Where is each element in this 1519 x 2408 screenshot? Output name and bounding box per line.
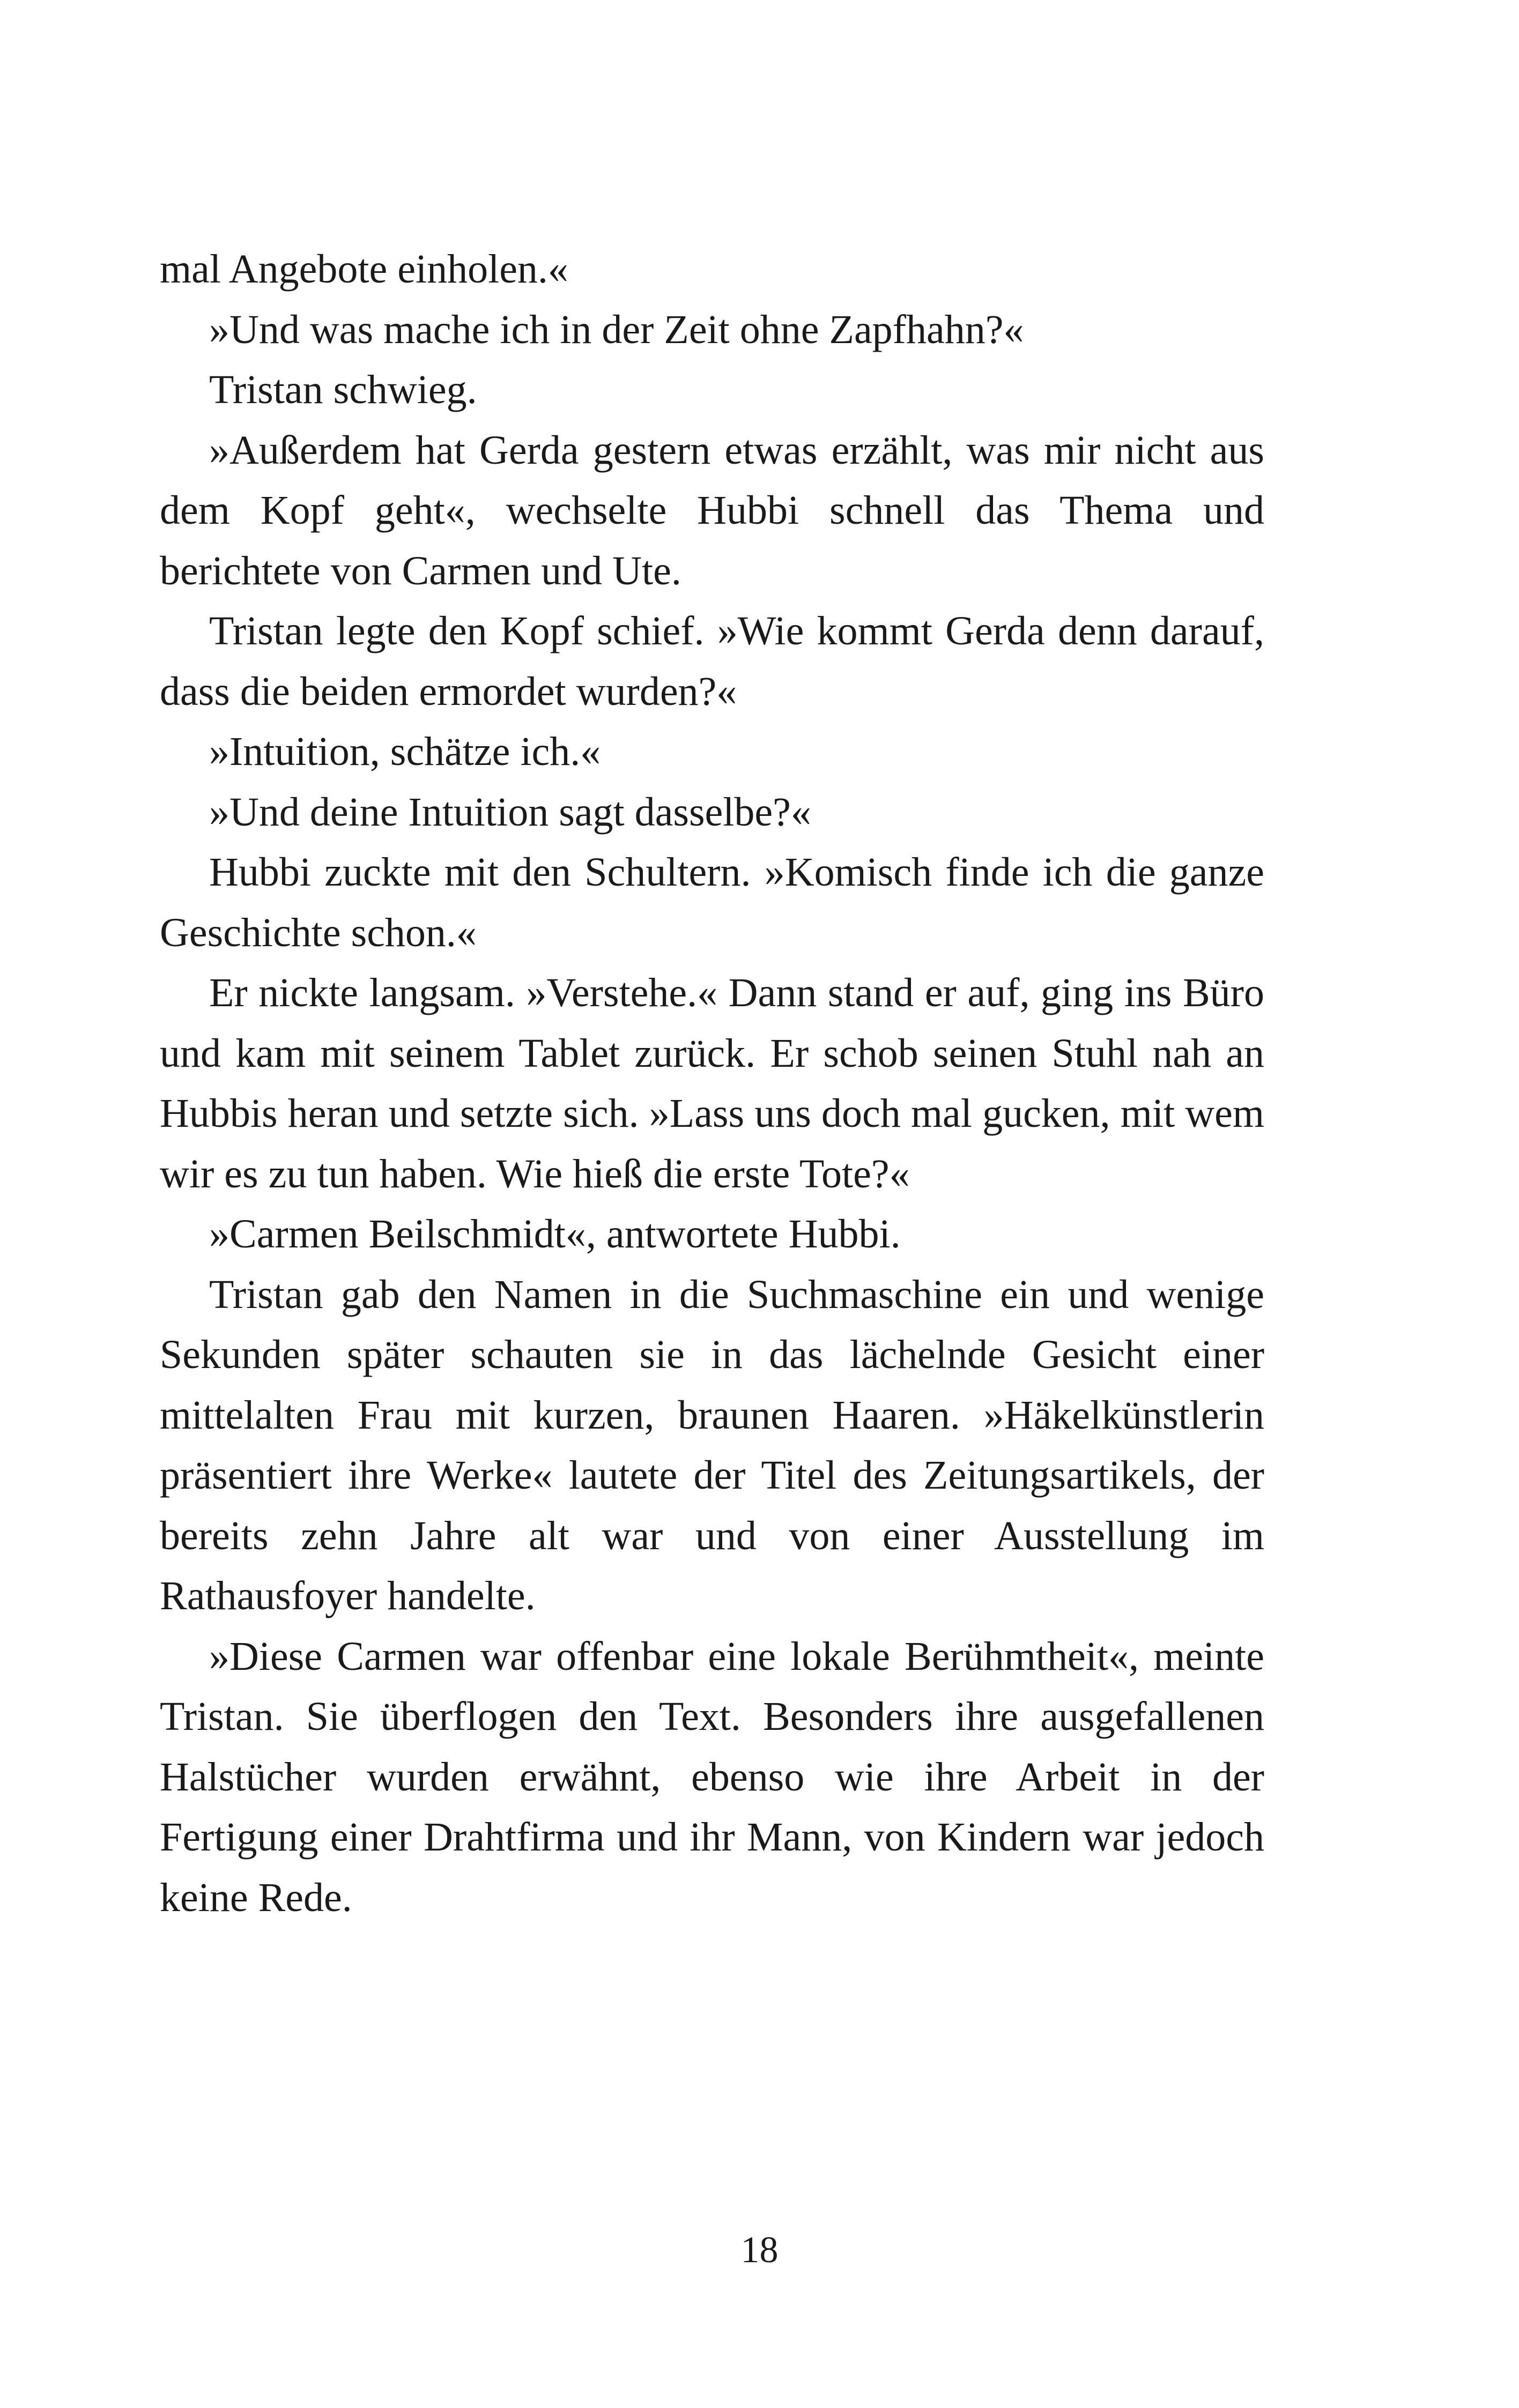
paragraph-5: Tristan legte den Kopf schief. »Wie kommt Gerda denn darauf, dass die beiden ermordet wurden?« <box>160 608 1264 714</box>
paragraph-3: Tristan schwieg. <box>209 367 477 412</box>
paragraph-12: »Diese Carmen war offenbar eine lokale Berühmtheit«, meinte Tristan. Sie überflogen den Text. Besonders ihre ausgefallenen Halstücher wurden erwähnt, ebenso wie ihre Arbeit in der Fertigung einer Drahtfirma und ihr Mann, von Kindern war jedoch keine Rede. <box>160 1633 1264 1920</box>
paragraph-1: mal Angebote einholen.« <box>160 247 568 292</box>
paragraph-6: »Intuition, schätze ich.« <box>209 729 601 774</box>
page-number: 18 <box>740 2229 779 2271</box>
paragraph-2: »Und was mache ich in der Zeit ohne Zapfhahn?« <box>209 307 1024 352</box>
paragraph-11: Tristan gab den Namen in die Suchmaschine ein und wenige Sekunden später schauten sie in das lächelnde Gesicht einer mittelalten Frau mit kurzen, braunen Haaren. »Häkelkünstlerin präsentiert ihre Werke« lautete der Titel des Zeitungsartikels, der bereits zehn Jahre alt war und von einer Ausstellung im Rathausfoyer handelte. <box>160 1272 1264 1618</box>
paragraph-4: »Außerdem hat Gerda gestern etwas erzählt, was mir nicht aus dem Kopf geht«, wechselte Hubbi schnell das Thema und berichtete von Carmen und Ute. <box>160 427 1264 593</box>
body-text <box>160 239 1264 1928</box>
paragraph-7: »Und deine Intuition sagt dasselbe?« <box>209 789 811 835</box>
paragraph-9: Er nickte langsam. »Verstehe.« Dann stand er auf, ging ins Büro und kam mit seinem Tablet zurück. Er schob seinen Stuhl nah an Hubbis heran und setzte sich. »Lass uns doch mal gucken, mit wem wir es zu tun haben. Wie hieß die erste Tote?« <box>160 970 1264 1196</box>
paragraph-10: »Carmen Beilschmidt«, antwortete Hubbi. <box>209 1212 901 1257</box>
paragraph-8: Hubbi zuckte mit den Schultern. »Komisch finde ich die ganze Geschichte schon.« <box>160 850 1264 955</box>
